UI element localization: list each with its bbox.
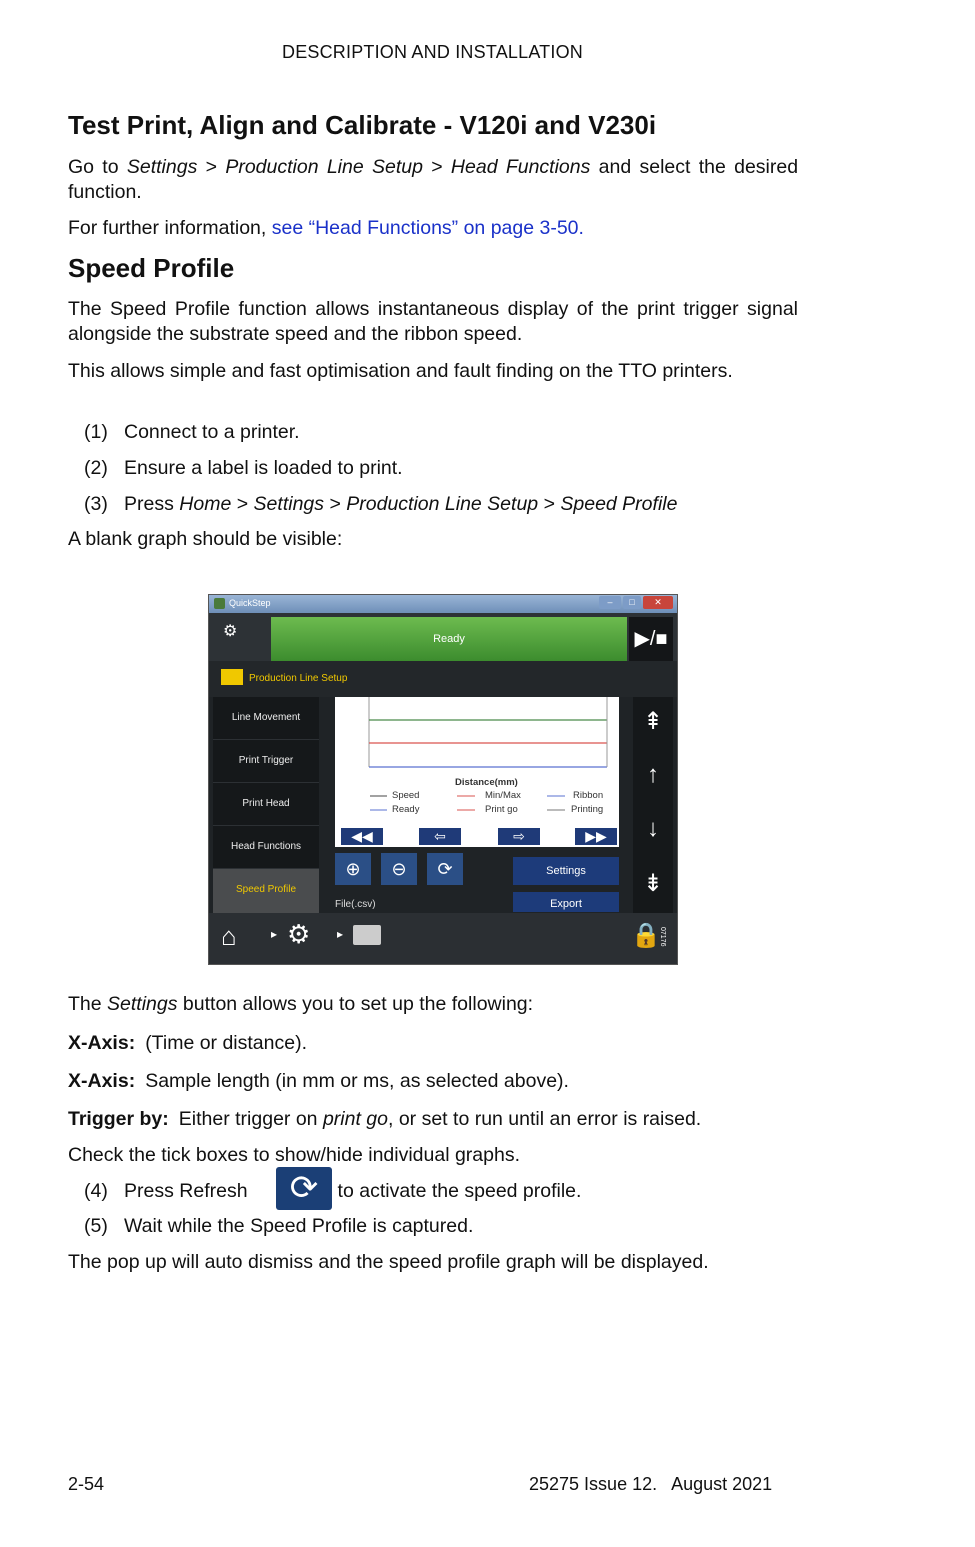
legend-ribbon[interactable]: Ribbon xyxy=(573,790,604,801)
back-button[interactable]: ⇦ xyxy=(419,828,461,845)
speed-profile-graph xyxy=(335,697,619,847)
settings-paragraph: The Settings button allows you to set up the following: xyxy=(68,993,534,1015)
scroll-down-icon[interactable]: ↓ xyxy=(647,815,659,842)
export-button[interactable]: Export xyxy=(513,892,619,912)
app-icon xyxy=(214,598,225,609)
graph-canvas xyxy=(335,697,619,847)
check-tickboxes: Check the tick boxes to show/hide individual graphs. xyxy=(68,1144,521,1166)
fast-rewind-button[interactable]: ◀◀ xyxy=(341,828,383,845)
bottom-bar xyxy=(209,913,677,964)
paragraph-optimisation: This allows simple and fast optimisation and fault finding on the TTO printers. xyxy=(68,360,733,382)
printer-icon xyxy=(221,669,243,685)
final-paragraph: The pop up will auto dismiss and the speed profile graph will be displayed. xyxy=(68,1251,709,1273)
side-print-trigger[interactable]: Print Trigger xyxy=(213,740,319,783)
zoom-in-icon[interactable]: ⊕ xyxy=(335,853,371,885)
step-1: (1) Connect to a printer. xyxy=(84,421,300,443)
scroll-bottom-icon[interactable]: ⇟ xyxy=(642,870,664,897)
section-label: Production Line Setup xyxy=(249,673,348,684)
production-line-setup-bar xyxy=(209,661,677,697)
step-2: (2) Ensure a label is loaded to print. xyxy=(84,457,403,479)
refresh-button-icon: ⟳ xyxy=(276,1167,332,1210)
close-button[interactable]: ✕ xyxy=(643,596,673,609)
status-banner: Ready xyxy=(271,617,627,661)
legend-speed[interactable]: Speed xyxy=(392,790,420,801)
side-head-functions[interactable]: Head Functions xyxy=(213,826,319,869)
window-titlebar xyxy=(209,595,677,613)
step-3: (3) Press Home > Settings > Production Line Setup > Speed Profile xyxy=(84,493,678,515)
start-stop-button[interactable]: ▶/■ xyxy=(629,617,673,661)
figure-id: 07176 xyxy=(659,927,666,947)
settings-button[interactable]: Settings xyxy=(513,857,619,885)
trigger-by-term: Trigger by: Either trigger on print go, or set to run until an error is raised. xyxy=(68,1108,702,1130)
scroll-top-icon[interactable]: ⇞ xyxy=(642,708,664,735)
page-title: Test Print, Align and Calibrate - V120i and V230i xyxy=(68,110,657,140)
side-speed-profile[interactable]: Speed Profile xyxy=(213,869,319,914)
settings-gear-icon[interactable]: ⚙ xyxy=(287,919,311,949)
issue-date: 25275 Issue 12. August 2021 xyxy=(529,1474,773,1494)
step-5: (5) Wait while the Speed Profile is captured. xyxy=(84,1215,474,1237)
lock-icon[interactable]: 🔒 xyxy=(631,922,661,949)
step-4: (4) Press Refresh to activate the speed profile. xyxy=(84,1180,582,1202)
scroll-rail xyxy=(633,697,673,913)
production-line-icon[interactable] xyxy=(353,925,381,945)
x-axis-term-2: X-Axis: Sample length (in mm or ms, as selected above). xyxy=(68,1070,569,1092)
intro-paragraph: Go to Settings > Production Line Setup > Head Functions and select the desired function. xyxy=(68,156,799,203)
legend-minmax[interactable]: Min/Max xyxy=(485,790,521,801)
home-icon[interactable]: ⌂ xyxy=(221,921,237,951)
quickstep-screenshot xyxy=(208,594,678,965)
minimize-button[interactable]: – xyxy=(599,596,621,609)
fast-forward-button[interactable]: ▶▶ xyxy=(575,828,617,845)
side-line-movement[interactable]: Line Movement xyxy=(213,697,319,740)
head-functions-link[interactable]: see “Head Functions” on page 3-50. xyxy=(271,217,584,239)
zoom-out-icon[interactable]: ⊖ xyxy=(381,853,417,885)
maximize-button[interactable]: □ xyxy=(623,596,641,609)
legend-printing[interactable]: Printing xyxy=(571,804,604,815)
running-header: DESCRIPTION AND INSTALLATION xyxy=(282,42,583,62)
paragraph-intro: The Speed Profile function allows instantaneous display of the print trigger signal alongside the substrate speed and the ribbon speed. xyxy=(68,298,798,345)
legend-print-go[interactable]: Print go xyxy=(485,804,518,815)
blank-graph-note: A blank graph should be visible: xyxy=(68,528,343,550)
refresh-icon[interactable]: ⟳ xyxy=(427,853,463,885)
app-title: QuickStep xyxy=(229,598,271,608)
section-heading: Speed Profile xyxy=(68,253,235,283)
chevron-right-icon-2: ▸ xyxy=(337,927,344,941)
further-info: For further information, see “Head Functions” on page 3-50. xyxy=(68,217,584,239)
axis-title: Distance(mm) xyxy=(455,777,518,788)
side-print-head[interactable]: Print Head xyxy=(213,783,319,826)
x-axis-term-1: X-Axis: (Time or distance). xyxy=(68,1032,308,1054)
scroll-up-icon[interactable]: ↑ xyxy=(647,761,659,788)
tools-icon[interactable]: ⚙ xyxy=(223,623,238,640)
chevron-right-icon: ▸ xyxy=(271,927,278,941)
page-number: 2-54 xyxy=(68,1474,105,1494)
forward-button[interactable]: ⇨ xyxy=(498,828,540,845)
legend-ready[interactable]: Ready xyxy=(392,804,420,815)
file-csv-label: File(.csv) xyxy=(335,899,376,910)
